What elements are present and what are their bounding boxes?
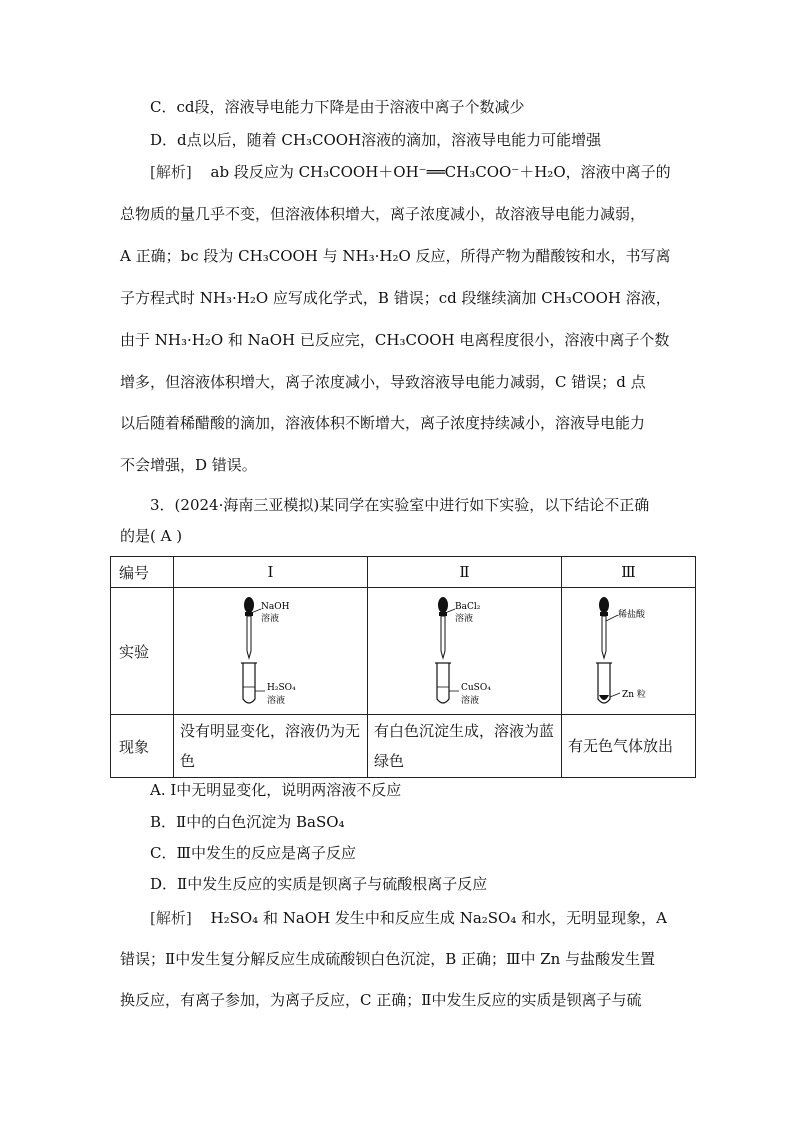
apparatus-iii xyxy=(562,588,696,715)
header-number: 编号 xyxy=(111,557,174,588)
question-3-line-1: 3．(2024·海南三亚模拟)某同学在实验室中进行如下实验，以下结论不正确 xyxy=(150,496,650,514)
dropper-tube-diagram-i xyxy=(211,591,331,711)
analysis-1-line-6: 增多，但溶液体积增大，离子浓度减小，导致溶液导电能力减弱，C 错误；d 点 xyxy=(120,373,646,391)
option-c: C．Ⅲ中发生的反应是离子反应 xyxy=(150,844,356,862)
dropper-label-i-2: 溶液 xyxy=(260,614,279,624)
table-header-row xyxy=(111,557,696,588)
option-a: A. Ⅰ中无明显变化，说明两溶液不反应 xyxy=(150,781,402,799)
apparatus-i xyxy=(174,588,368,715)
observation-row xyxy=(111,715,696,778)
observation-iii-text: 有无色气体放出 xyxy=(568,737,674,755)
dropper-tube-diagram-iii xyxy=(574,591,684,711)
dropper-label-ii: BaCl₂ xyxy=(454,602,480,612)
tube-label-iii: Zn 粒 xyxy=(621,690,646,700)
observation-ii xyxy=(368,715,562,778)
analysis-1-line-2: 总物质的量几乎不变，但溶液体积增大，离子浓度减小，故溶液导电能力减弱， xyxy=(120,205,646,223)
experiment-table xyxy=(110,556,696,778)
tube-label-i: H₂SO₄ xyxy=(266,683,296,693)
analysis-tag: [解析] xyxy=(150,163,192,181)
observation-ii-text: 有白色沉淀生成，溶液为蓝绿色 xyxy=(374,722,555,770)
apparatus-ii xyxy=(368,588,562,715)
analysis-2-text: H₂SO₄ 和 NaOH 发生中和反应生成 Na₂SO₄ 和水，无明显现象，A xyxy=(210,909,667,927)
analysis-1-line-8: 不会增强，D 错误。 xyxy=(120,456,257,474)
dropper-tube-diagram-ii xyxy=(405,591,525,711)
analysis-text: ab 段反应为 CH₃COOH＋OH⁻══CH₃COO⁻＋H₂O，溶液中离子的 xyxy=(210,163,671,181)
question-3-line-2: 的是( A ) xyxy=(120,527,183,545)
analysis-2-line-3: 换反应，有离子参加，为离子反应，C 正确；Ⅱ中发生反应的实质是钡离子与硫 xyxy=(120,991,642,1009)
dropper-label-ii-2: 溶液 xyxy=(454,614,473,624)
header-ii: Ⅱ xyxy=(368,557,562,588)
analysis-1-line-3: A 正确；bc 段为 CH₃COOH 与 NH₃·H₂O 反应，所得产物为醋酸铵和水，书写离 xyxy=(120,247,671,265)
dropper-label-i: NaOH xyxy=(260,602,289,612)
header-iii: Ⅲ xyxy=(562,557,696,588)
experiment-label: 实验 xyxy=(111,588,174,715)
analysis-1-line-4: 子方程式时 NH₃·H₂O 应写成化学式，B 错误；cd 段继续滴加 CH₃COOH 溶液， xyxy=(120,289,671,307)
analysis-2-line-2: 错误；Ⅱ中发生复分解反应生成硫酸钡白色沉淀，B 正确；Ⅲ中 Zn 与盐酸发生置 xyxy=(120,950,656,968)
observation-label: 现象 xyxy=(111,715,174,778)
analysis-1-line-1 xyxy=(150,162,671,182)
analysis-2-line-1 xyxy=(150,908,667,928)
observation-i-text: 没有明显变化，溶液仍为无色 xyxy=(180,722,361,770)
tube-label-ii-2: 溶液 xyxy=(460,696,479,706)
option-c-line: C．cd段，溶液导电能力下降是由于溶液中离子个数减少 xyxy=(150,98,525,116)
header-i: Ⅰ xyxy=(174,557,368,588)
tube-label-i-2: 溶液 xyxy=(266,696,285,706)
option-d: D．Ⅱ中发生反应的实质是钡离子与硫酸根离子反应 xyxy=(150,875,488,893)
analysis-1-line-5: 由于 NH₃·H₂O 和 NaOH 已反应完，CH₃COOH 电离程度很小，溶液中离子个数 xyxy=(120,331,670,349)
dropper-label-iii: 稀盐酸 xyxy=(617,610,645,620)
observation-iii xyxy=(562,715,696,778)
observation-i xyxy=(174,715,368,778)
experiment-row xyxy=(111,588,696,715)
analysis-1-line-7: 以后随着稀醋酸的滴加，溶液体积不断增大，离子浓度持续减小，溶液导电能力 xyxy=(120,414,646,432)
option-b: B．Ⅱ中的白色沉淀为 BaSO₄ xyxy=(150,813,345,831)
tube-label-ii: CuSO₄ xyxy=(460,683,491,693)
option-d-line: D．d点以后，随着 CH₃COOH溶液的滴加，溶液导电能力可能增强 xyxy=(150,131,602,149)
analysis-2-tag: [解析] xyxy=(150,909,192,927)
